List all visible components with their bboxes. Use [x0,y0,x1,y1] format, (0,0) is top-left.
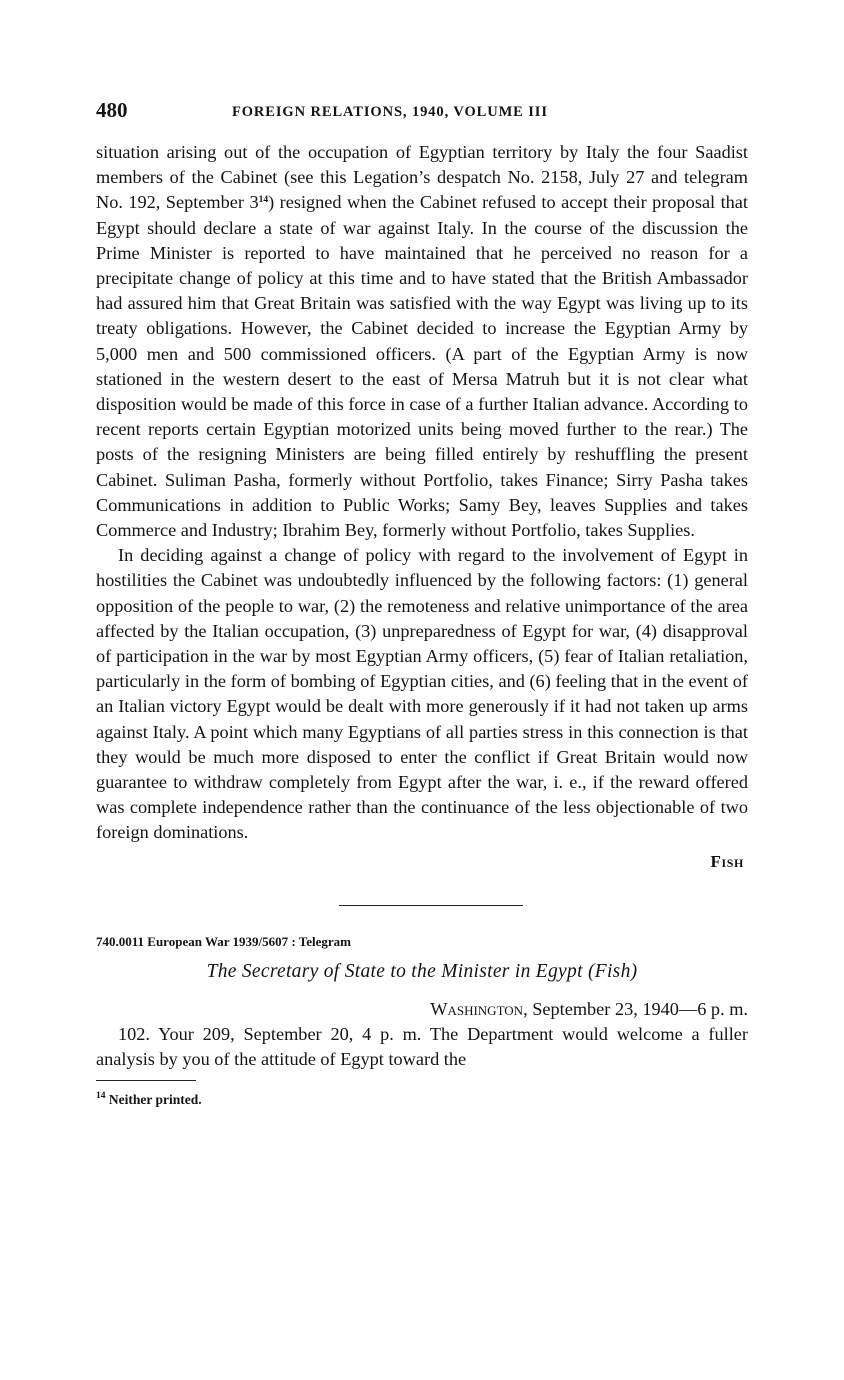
footnote [96,1091,748,1109]
dateline-place: Washington [430,998,524,1019]
document-page [96,96,748,1109]
footnote-reference: 14 [258,195,269,206]
footnote-marker: 14 [96,1091,106,1102]
running-title: FOREIGN RELATIONS, 1940, VOLUME III [232,104,548,120]
document-title: The Secretary of State to the Minister in Egypt (Fish) [206,960,638,982]
section-divider [339,905,523,906]
footnote-text: Neither printed. [108,1092,202,1108]
dateline [96,996,748,1022]
page-number: 480 [96,98,128,122]
page-header [96,96,748,126]
message-text: 102. Your 209, September 20, 4 p. m. The Department would welcome a fuller analysis by you of the attitude of Egypt toward the [96,1023,748,1069]
footnote-divider [96,1080,196,1081]
dateline-date: , September 23, 1940—6 p. m. [523,998,748,1019]
paragraph-1-part-2: ) resigned when the Cabinet refused to accept their proposal that Egypt should declare a state of war against Italy. In the course of the discussion the Prime Minister is reported to have maintained that he perceived no reason for a precipitate change of policy at this time and to have stated that the British Ambassador had assured him that Great Britain was satisfied with the way Egypt was living up to its treaty obligations. However, the Cabinet decided to increase the Egyptian Army by 5,000 men and 500 commissioned officers. (A part of the Egyptian Army is now stationed in the western desert to the east of Mersa Matruh but it is not clear what disposition would be made of this force in case of a further Italian advance. According to recent reports certain Egyptian motorized units being moved further to the rear.) The posts of the resigning Ministers are being filled entirely by reshuffling the present Cabinet. Suliman Pasha, formerly without Portfolio, takes Finance; Sirry Pasha takes Communications in addition to Public Works; Samy Bey, leaves Supplies and takes Commerce and Industry; Ibrahim Bey, formerly without Portfolio, takes Supplies. [96,192,748,541]
signature: Fish [710,851,744,871]
paragraph-2: In deciding against a change of policy with regard to the involvement of Egypt in hostilities the Cabinet was undoubtedly influenced by the following factors: (1) general opposition of the people to war, (2) the remoteness and relative unimportance of the area affected by the Italian occupation, (3) unpreparedness of Egypt for war, (4) disapproval of participation in the war by most Egyptian Army officers, (5) fear of Italian retaliation, particularly in the form of bombing of Egyptian cities, and (6) feeling that in the event of an Italian victory Egypt would be dealt with more generously if it had not taken up arms against Italy. A point which many Egyptians of all parties stress in this connection is that they would be much more disposed to enter the conflict if Great Britain would now guarantee to withdraw completely from Egypt after the war, i. e., if the reward offered was complete independence rather than the continuance of the less objectionable of two foreign dominations. [96,545,748,843]
file-reference: 740.0011 European War 1939/5607 : Telegram [96,933,351,949]
paragraph-1 [96,140,748,543]
paragraph-1-part-1: situation arising out of the occupation of Egyptian territory by Italy the four Saadist members of the Cabinet (see this Legation’s despatch No. 2158, July 27 and telegram No. 192, September 3 [96,142,748,213]
